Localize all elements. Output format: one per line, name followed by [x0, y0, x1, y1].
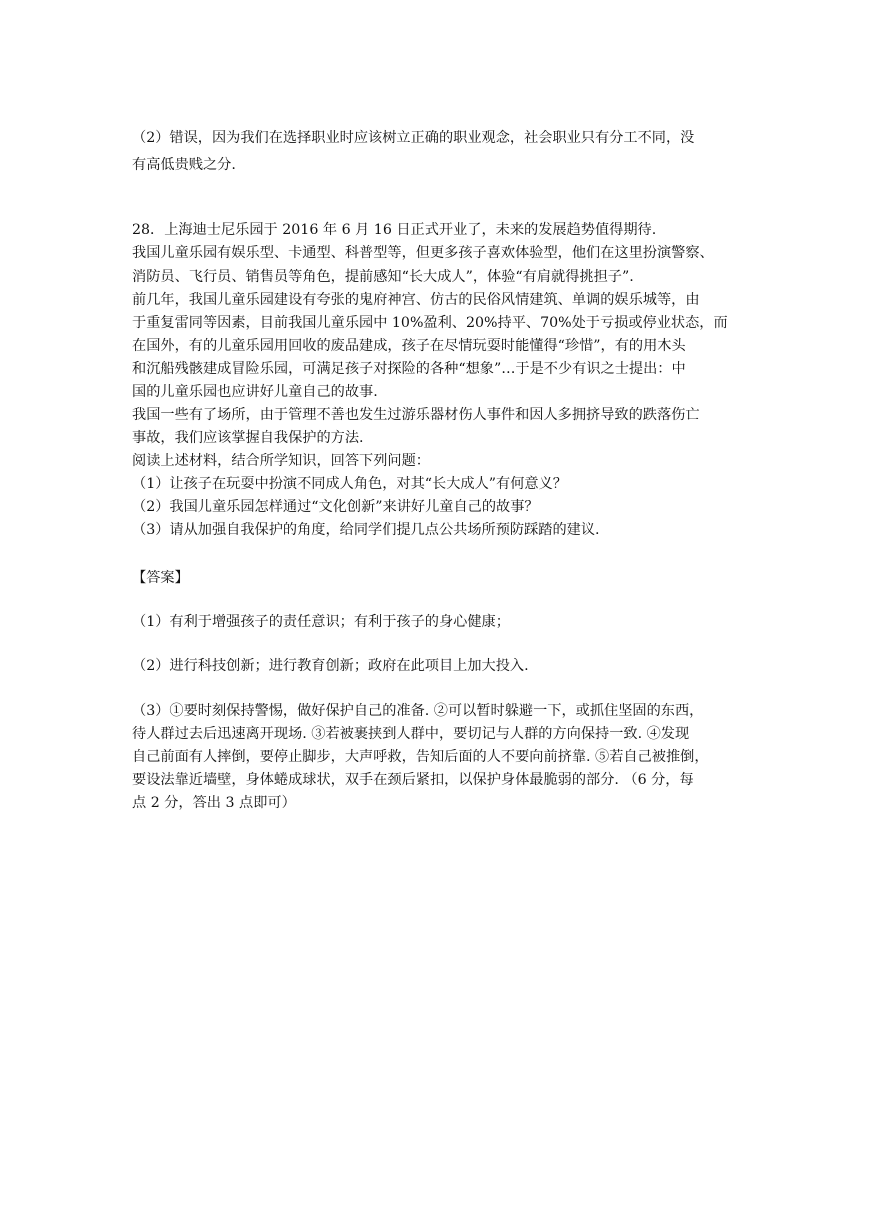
- answer-3-line: （3）①要时刻保持警惕，做好保护自己的准备. ②可以暂时躲避一下，或抓住坚固的东西，: [132, 703, 704, 719]
- text-line: 有高低贵贱之分.: [132, 157, 236, 173]
- question-title: 28．上海迪士尼乐园于 2016 年 6 月 16 日正式开业了，未来的发展趋势值得期待.: [132, 222, 657, 238]
- sub-question-3: （3）请从加强自我保护的角度，给同学们提几点公共场所预防踩踏的建议.: [132, 522, 600, 538]
- text-line: 国的儿童乐园也应讲好儿童自己的故事.: [132, 384, 378, 400]
- text-line: 我国一些有了场所，由于管理不善也发生过游乐器材伤人事件和因人多拥挤导致的跌落伤亡: [132, 407, 700, 423]
- text-line: 事故，我们应该掌握自我保护的方法.: [132, 430, 364, 446]
- text-line: 前几年，我国儿童乐园建设有夸张的鬼府神宫、仿古的民俗风情建筑、单调的娱乐城等，由: [132, 292, 700, 308]
- text-line: 在国外，有的儿童乐园用回收的废品建成，孩子在尽情玩耍时能懂得“珍惜”，有的用木头: [132, 338, 686, 354]
- answer-3-line: 待人群过去后迅速离开现场. ③若被裹挟到人群中，要切记与人群的方向保持一致. ④发现: [132, 726, 690, 742]
- answer-2: （2）进行科技创新；进行教育创新；政府在此项目上加大投入.: [132, 658, 529, 674]
- answer-heading: 【答案】: [132, 570, 189, 586]
- text-line: （2）错误，因为我们在选择职业时应该树立正确的职业观念，社会职业只有分工不同，没: [132, 130, 695, 146]
- answer-3-line: 点 2 分，答出 3 点即可）: [132, 795, 296, 811]
- answer-3-line: 要设法靠近墙壁，身体蜷成球状，双手在颈后紧扣，以保护身体最脆弱的部分. （6 分，每: [132, 772, 694, 788]
- sub-question-1: （1）让孩子在玩耍中扮演不同成人角色，对其“长大成人”有何意义？: [132, 476, 567, 492]
- text-line: 和沉船残骸建成冒险乐园，可满足孩子对探险的各种“想象”…于是不少有识之士提出：中: [132, 361, 686, 377]
- sub-question-2: （2）我国儿童乐园怎样通过“文化创新”来讲好儿童自己的故事？: [132, 499, 539, 515]
- text-line: 消防员、飞行员、销售员等角色，提前感知“长大成人”，体验“有肩就得挑担子”.: [132, 269, 634, 285]
- text-line: 我国儿童乐园有娱乐型、卡通型、科普型等，但更多孩子喜欢体验型，他们在这里扮演警察、: [132, 245, 714, 261]
- answer-3-line: 自己前面有人摔倒，要停止脚步，大声呼救，告知后面的人不要向前挤靠. ⑤若自己被推倒，: [132, 749, 709, 765]
- text-line: 阅读上述材料，结合所学知识，回答下列问题：: [132, 453, 430, 469]
- text-line: 于重复雷同等因素，目前我国儿童乐园中 10%盈利、20%持平、70%处于亏损或停业状态，而: [132, 315, 728, 331]
- answer-1: （1）有利于增强孩子的责任意识；有利于孩子的身心健康；: [132, 614, 510, 630]
